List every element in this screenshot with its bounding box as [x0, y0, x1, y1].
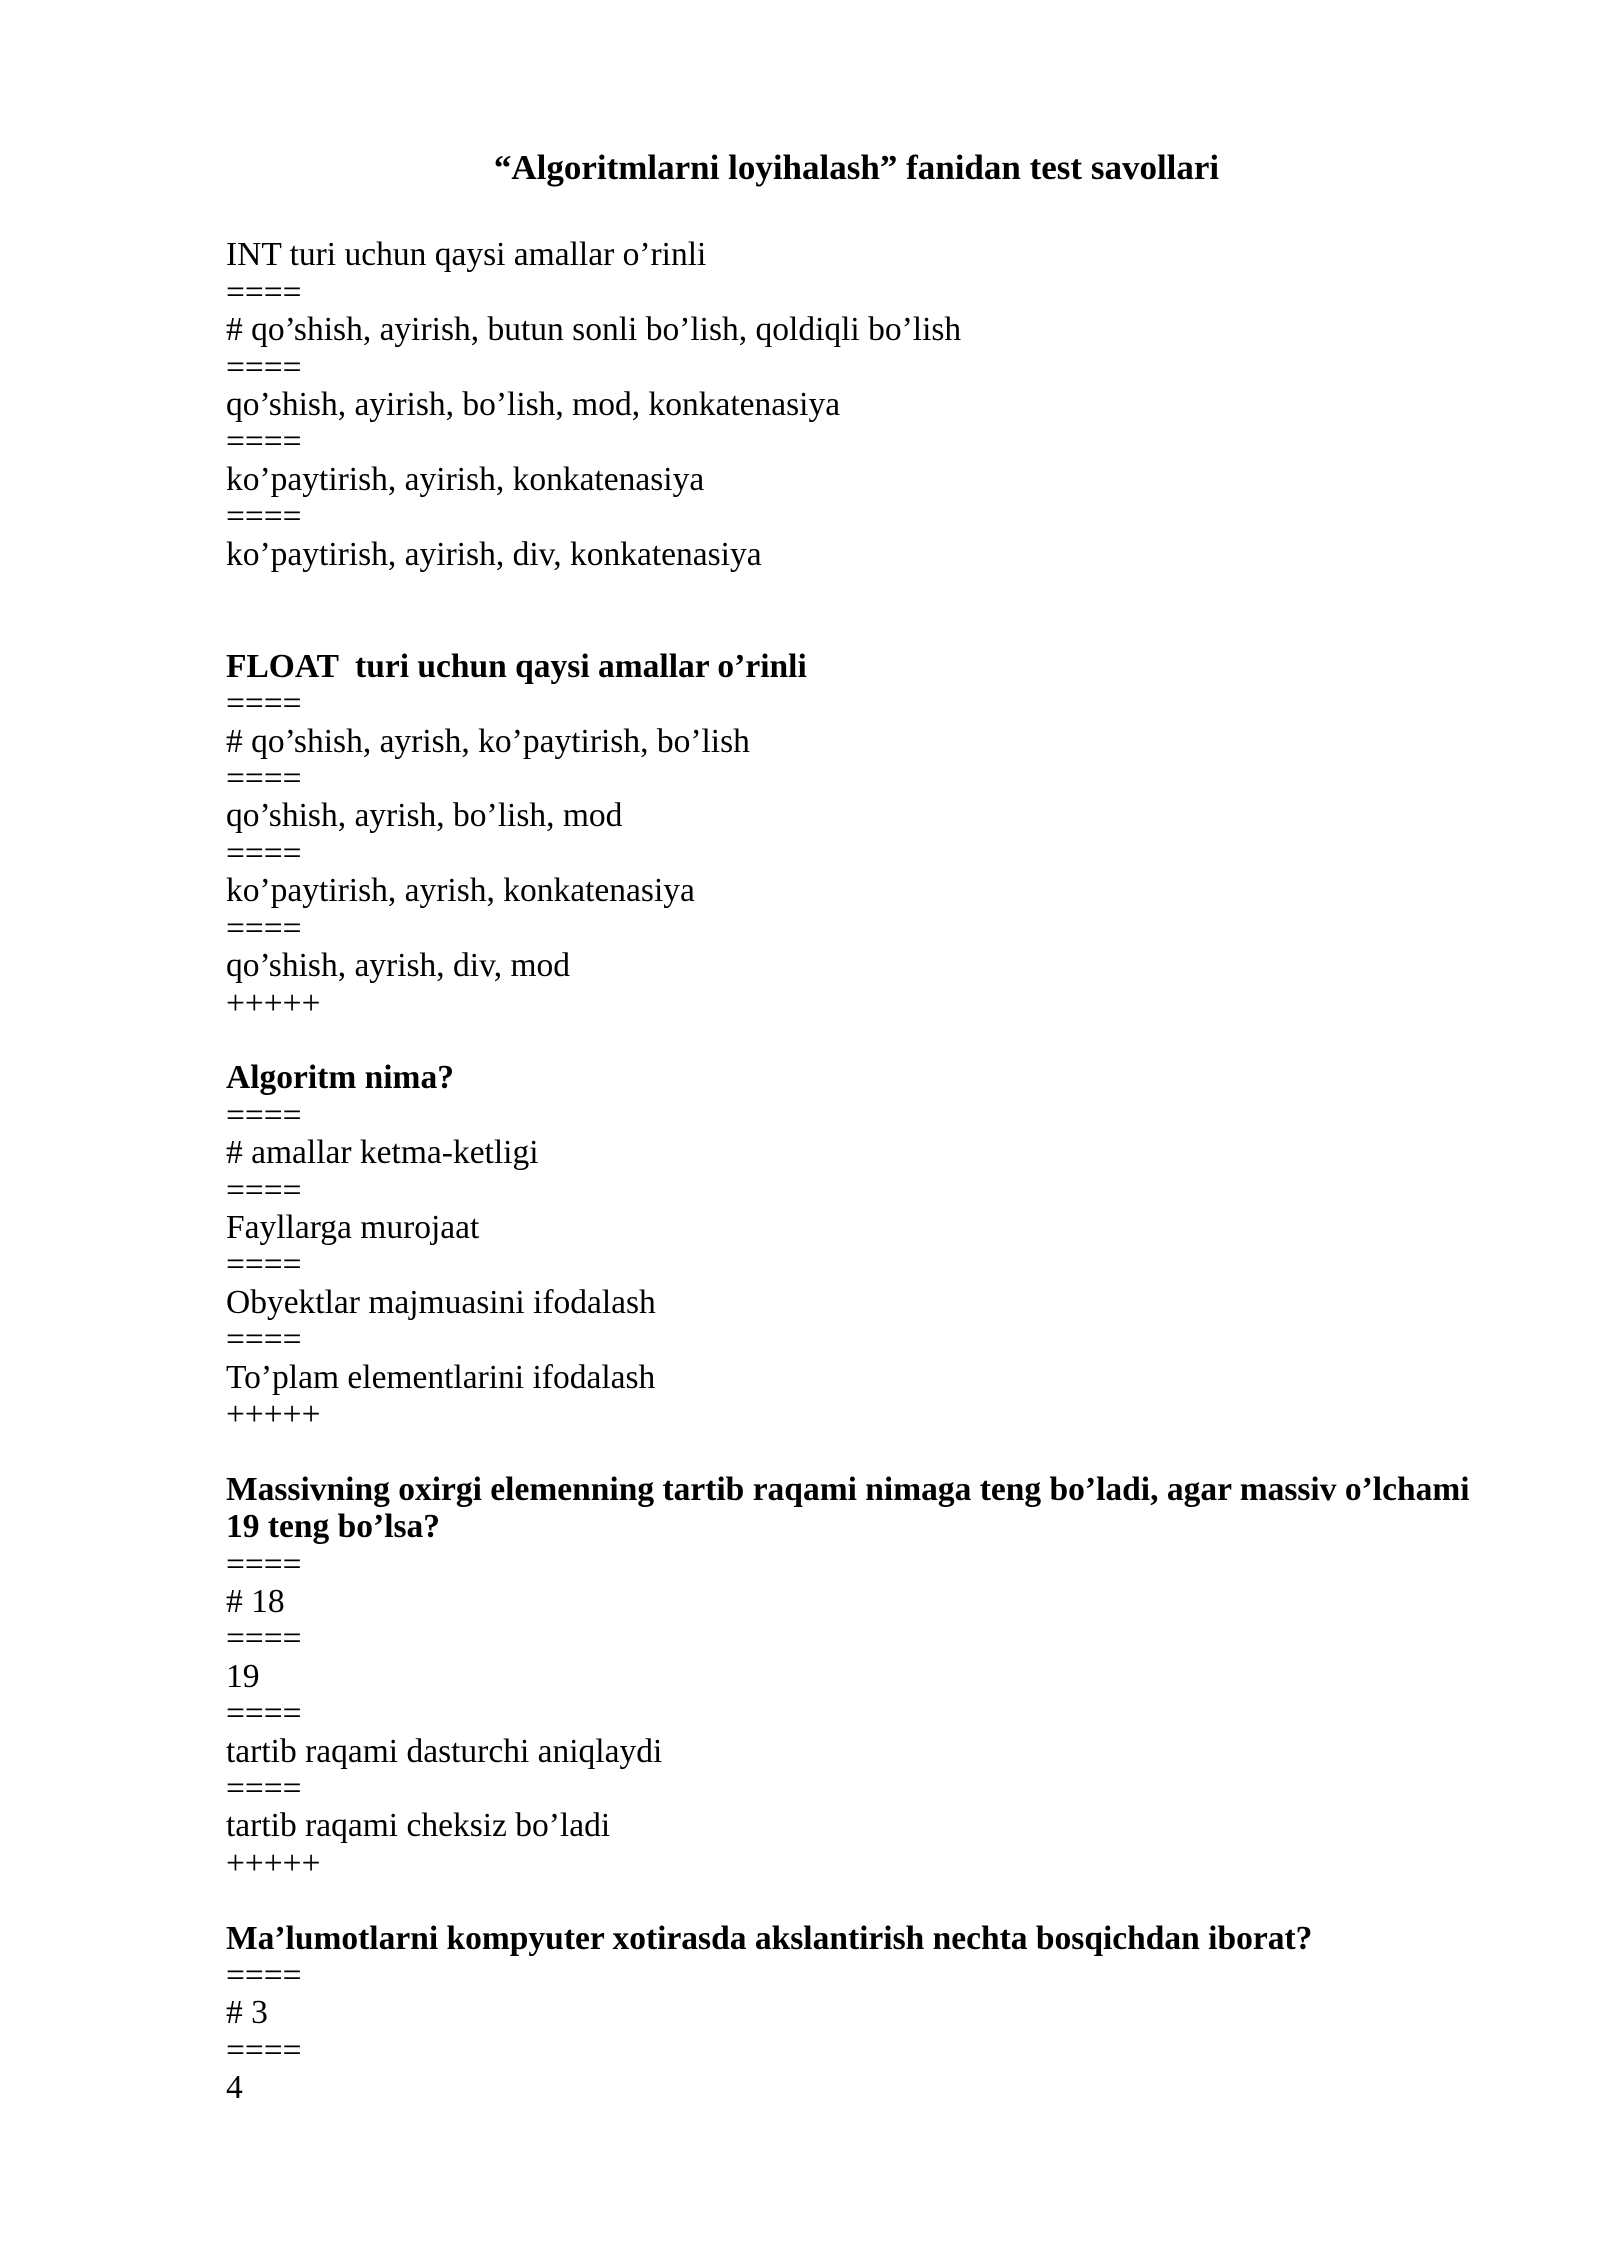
- answer-option: Obyektlar majmuasini ifodalash: [226, 1283, 656, 1321]
- answer-separator: ====: [226, 2031, 302, 2069]
- blank-line: [226, 610, 1487, 647]
- answer-separator: ====: [226, 685, 302, 723]
- answer-separator: ====: [226, 1096, 302, 1134]
- correct-answer-option: # amallar ketma-ketligi: [226, 1134, 539, 1172]
- answer-separator: ====: [226, 1770, 302, 1807]
- answer-separator: ====: [226, 834, 302, 872]
- document-title: “Algoritmlarni loyihalash” fanidan test savollari: [493, 148, 1220, 187]
- answer-separator: ====: [226, 498, 302, 536]
- answer-option: ko’paytirish, ayrish, konkatenasiya: [226, 872, 695, 910]
- answer-separator: ====: [226, 348, 302, 386]
- question-text: INT turi uchun qaysi amallar o’rinli: [226, 236, 707, 274]
- answer-option: tartib raqami dasturchi aniqlaydi: [226, 1732, 663, 1770]
- answer-separator: ====: [226, 1246, 302, 1284]
- answer-separator: ====: [226, 1695, 302, 1733]
- answer-separator: ====: [226, 1171, 302, 1209]
- question-text: Algoritm nima?: [226, 1059, 454, 1097]
- answer-option: Fayllarga murojaat: [226, 1208, 480, 1246]
- answer-option: 19: [226, 1657, 260, 1695]
- answer-option: qo’shish, ayrish, bo’lish, mod: [226, 797, 623, 835]
- question-text: FLOAT turi uchun qaysi amallar o’rinli: [226, 647, 807, 685]
- answer-separator: ====: [226, 760, 302, 798]
- questions-container: [226, 236, 1487, 2106]
- block-end-marker: +++++: [226, 984, 321, 1022]
- answer-option: To’plam elementlarini ifodalash: [226, 1358, 656, 1396]
- answer-separator: ====: [226, 1545, 302, 1583]
- correct-answer-option: # qo’shish, ayrish, ko’paytirish, bo’lish: [226, 722, 750, 760]
- answer-separator: ====: [226, 1620, 302, 1658]
- question-text: Massivning oxirgi elemenning tartib raqami nimaga teng bo’ladi, agar massiv o’lchami 19 teng bo’lsa?: [226, 1470, 1478, 1546]
- answer-separator: ====: [226, 1321, 302, 1359]
- answer-option: tartib raqami cheksiz bo’ladi: [226, 1807, 611, 1845]
- correct-answer-option: # 3: [226, 1994, 268, 2032]
- correct-answer-option: # qo’shish, ayirish, butun sonli bo’lish, qoldiqli bo’lish: [226, 311, 962, 349]
- answer-separator: ====: [226, 909, 302, 947]
- block-end-marker: +++++: [226, 1844, 321, 1882]
- blank-line: [226, 1022, 1487, 1059]
- answer-separator: ====: [226, 423, 302, 461]
- answer-option: qo’shish, ayrish, div, mod: [226, 947, 570, 985]
- answer-separator: ====: [226, 273, 302, 311]
- answer-option: ko’paytirish, ayirish, konkatenasiya: [226, 460, 705, 498]
- answer-separator: ====: [226, 1957, 302, 1995]
- answer-option: ko’paytirish, ayirish, div, konkatenasiya: [226, 535, 762, 573]
- correct-answer-option: # 18: [226, 1582, 285, 1620]
- block-end-marker: +++++: [226, 1395, 321, 1433]
- blank-line: [226, 1882, 1487, 1919]
- blank-line: [226, 573, 1487, 610]
- question-text: Ma’lumotlarni kompyuter xotirasda akslantirish nechta bosqichdan iborat?: [226, 1919, 1313, 1957]
- blank-line: [226, 1433, 1487, 1470]
- answer-option: 4: [226, 2069, 243, 2107]
- answer-option: qo’shish, ayirish, bo’lish, mod, konkatenasiya: [226, 386, 841, 424]
